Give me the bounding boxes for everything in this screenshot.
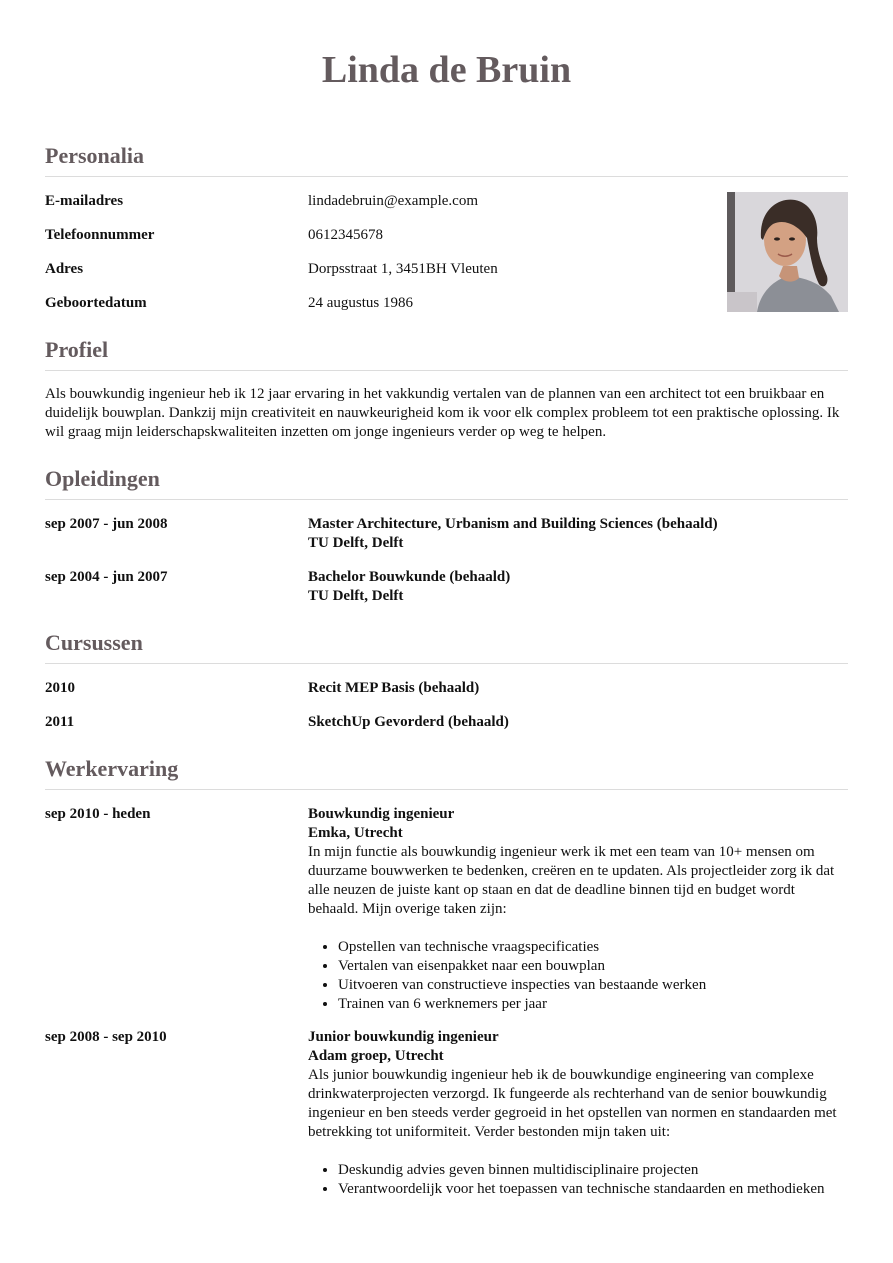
course-name: SketchUp Gevorderd (behaald) [308,714,509,730]
course-item [45,679,848,713]
course-name: Recit MEP Basis (behaald) [308,680,480,696]
section-divider [45,789,848,790]
course-list [45,679,848,747]
work-company: Emka, Utrecht [308,825,403,841]
education-degree: Master Architecture, Urbanism and Building Sciences (behaald) [308,516,718,532]
education-list [45,515,848,621]
education-period: sep 2004 - jun 2007 [45,569,168,585]
work-description: In mijn functie als bouwkundig ingenieur werk ik met een team van 10+ mensen om duurzame bouwwerken te bedenken, creëren en te updaten. Als projectleider zorg ik dat alle neuzen de juiste kant op staan en dat de deadline binnen tijd en budget wordt behaald. Mijn overige taken zijn: [308,844,835,917]
course-item [45,713,848,747]
section-opleidingen [45,465,848,500]
work-item [45,1028,848,1199]
course-year: 2011 [45,714,75,730]
education-degree: Bachelor Bouwkunde (behaald) [308,569,511,585]
work-period: sep 2008 - sep 2010 [45,1029,167,1045]
section-title-opleidingen: Opleidingen [45,466,160,491]
field-label: E-mailadres [45,193,124,209]
field-value-birthdate: 24 augustus 1986 [308,295,413,311]
work-role: Bouwkundig ingenieur [308,806,455,822]
education-item [45,515,848,568]
work-item [45,805,848,1028]
course-year: 2010 [45,680,75,696]
candidate-name: Linda de Bruin [321,49,572,91]
profile-text: Als bouwkundig ingenieur heb ik 12 jaar ervaring in het vakkundig vertalen van de plannen van een architect tot een bruikbaar en duidelijk bouwplan. Dankzij mijn creativiteit en nauwkeurigheid kom ik voor elk complex probleem tot een praktische oplossing. Ik wil graag mijn leiderschapskwaliteiten inzetten om jonge ingenieurs verder op weg te helpen. [45,386,840,440]
section-title-werkervaring: Werkervaring [45,756,179,781]
work-list [45,805,848,1199]
field-label: Adres [45,261,84,277]
field-value-email: lindadebruin@example.com [308,193,479,209]
section-divider [45,176,848,177]
work-task: • Vertalen van eisenpakket naar een bouwplan [338,957,848,976]
field-value-phone: 0612345678 [308,227,383,243]
field-value-address: Dorpsstraat 1, 3451BH Vleuten [308,261,498,277]
work-task: • Trainen van 6 werknemers per jaar [338,995,848,1014]
education-school: TU Delft, Delft [308,535,404,551]
work-task-list [308,938,848,1014]
field-label: Telefoonnummer [45,227,155,243]
education-period: sep 2007 - jun 2008 [45,516,168,532]
section-divider [45,499,848,500]
education-item [45,568,848,621]
work-task-list [308,1161,848,1199]
section-profiel [45,336,848,442]
section-divider [45,663,848,664]
section-cursussen [45,629,848,664]
work-description: Als junior bouwkundig ingenieur heb ik de bouwkundige engineering van complexe drinkwaterprojecten verzorgd. Ik fungeerde als rechterhand van de senior bouwkundig ingenieur en ben steeds verder gegroeid in het opstellen van normen en standaarden met betrekking tot uniformiteit. Verder bestonden mijn taken uit: [308,1067,837,1140]
work-task: • Verantwoordelijk voor het toepassen van technische standaarden en methodieken [338,1180,848,1199]
section-title-personalia: Personalia [45,143,144,168]
section-personalia [45,142,848,177]
field-label: Geboortedatum [45,295,147,311]
section-divider [45,370,848,371]
work-role: Junior bouwkundig ingenieur [308,1029,499,1045]
section-title-profiel: Profiel [45,337,109,362]
work-task: • Uitvoeren van constructieve inspecties van bestaande werken [338,976,848,995]
work-task: • Opstellen van technische vraagspecificaties [338,938,848,957]
work-period: sep 2010 - heden [45,806,151,822]
section-werkervaring [45,755,848,790]
work-task: • Deskundig advies geven binnen multidisciplinaire projecten [338,1161,848,1180]
education-school: TU Delft, Delft [308,588,404,604]
section-title-cursussen: Cursussen [45,630,143,655]
work-company: Adam groep, Utrecht [308,1048,444,1064]
profile-photo [727,192,848,312]
